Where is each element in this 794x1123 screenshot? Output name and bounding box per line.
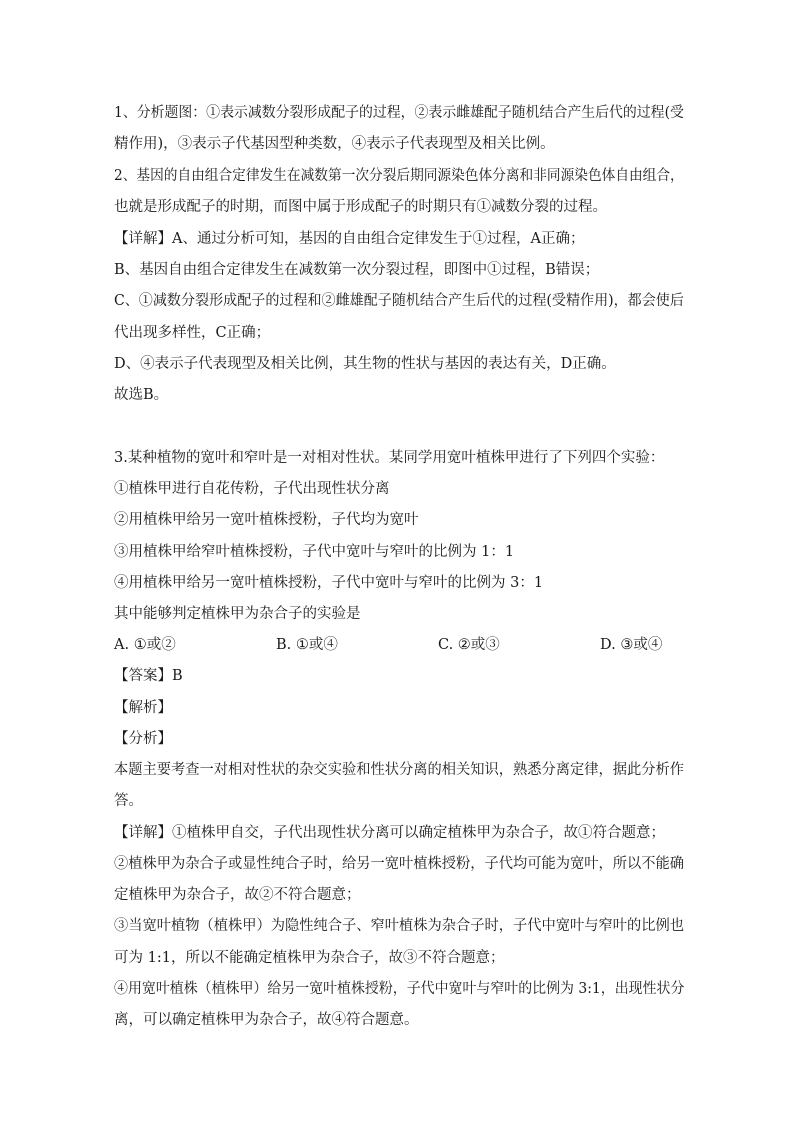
- choice-d: D. ③或④: [600, 637, 663, 653]
- detail-point-1: 【详解】①植株甲自交，子代出现性状分离可以确定植株甲为杂合子，故①符合题意；: [114, 825, 665, 841]
- detail-option-b: B、基因自由组合定律发生在减数第一次分裂过程，即图中①过程，B错误；: [114, 262, 600, 278]
- detail-point-2-line-2: 定植株甲为杂合子，故②不符合题意；: [114, 887, 361, 903]
- detail-option-d: D、④表示子代表现型及相关比例，其生物的性状与基因的表达有关，D正确。: [114, 356, 616, 372]
- detail-point-4-line-2: 离，可以确定植株甲为杂合子，故④符合题意。: [114, 1012, 419, 1028]
- detail-option-c-line-2: 代出现多样性，C正确；: [114, 325, 271, 341]
- detail-option-a: 【详解】A、通过分析可知，基因的自由组合定律发生于①过程，A正确；: [114, 231, 585, 247]
- detail-option-c-line-1: C、①减数分裂形成配子的过程和②雌雄配子随机结合产生后代的过程(受精作用)，都会使后: [114, 293, 684, 309]
- question-3-stem: 3.某种植物的宽叶和窄叶是一对相对性状。某同学用宽叶植株甲进行了下列四个实验：: [114, 450, 665, 466]
- choice-b: B. ①或④: [276, 637, 338, 653]
- detail-point-2-line-1: ②植株甲为杂合子或显性纯合子时，给另一宽叶植株授粉，子代均可能为宽叶，所以不能确: [114, 856, 684, 872]
- experiment-1: ①植株甲进行自花传粉，子代出现性状分离: [114, 481, 390, 497]
- analysis-heading: 【分析】: [114, 731, 172, 747]
- choice-c: C. ②或③: [438, 637, 500, 653]
- analysis-point-1-line-1: 1、分析题图：①表示减数分裂形成配子的过程，②表示雌雄配子随机结合产生后代的过程(受: [114, 105, 684, 121]
- answer-label: 【答案】B: [114, 668, 183, 684]
- analysis-text-line-2: 答。: [114, 793, 143, 809]
- detail-point-4-line-1: ④用宽叶植株（植株甲）给另一宽叶植株授粉，子代中宽叶与窄叶的比例为 3:1，出现性状分: [114, 981, 685, 997]
- conclusion-line: 故选B。: [114, 387, 169, 403]
- analysis-point-1-line-2: 精作用)，③表示子代基因型种类数，④表示子代表现型及相关比例。: [114, 136, 555, 152]
- experiment-2: ②用植株甲给另一宽叶植株授粉，子代均为宽叶: [114, 512, 419, 528]
- question-3-prompt: 其中能够判定植株甲为杂合子的实验是: [114, 606, 361, 622]
- analysis-point-2-line-2: 也就是形成配子的时期，而图中属于形成配子的时期只有①减数分裂的过程。: [114, 199, 607, 215]
- detail-point-3-line-1: ③当宽叶植物（植株甲）为隐性纯合子、窄叶植株为杂合子时，子代中宽叶与窄叶的比例也: [114, 918, 684, 934]
- experiment-3: ③用植株甲给窄叶植株授粉，子代中宽叶与窄叶的比例为 1：1: [114, 544, 515, 560]
- experiment-4: ④用植株甲给另一宽叶植株授粉，子代中宽叶与窄叶的比例为 3：1: [114, 575, 544, 591]
- analysis-point-2-line-1: 2、基因的自由组合定律发生在减数第一次分裂后期同源染色体分离和非同源染色体自由组合，: [114, 168, 684, 184]
- detail-point-3-line-2: 可为 1:1，所以不能确定植株甲为杂合子，故③不符合题意；: [114, 950, 505, 966]
- analysis-text-line-1: 本题主要考查一对相对性状的杂交实验和性状分离的相关知识，熟悉分离定律，据此分析作: [114, 762, 684, 778]
- choice-a: A. ①或②: [114, 637, 176, 653]
- explanation-heading: 【解析】: [114, 700, 172, 716]
